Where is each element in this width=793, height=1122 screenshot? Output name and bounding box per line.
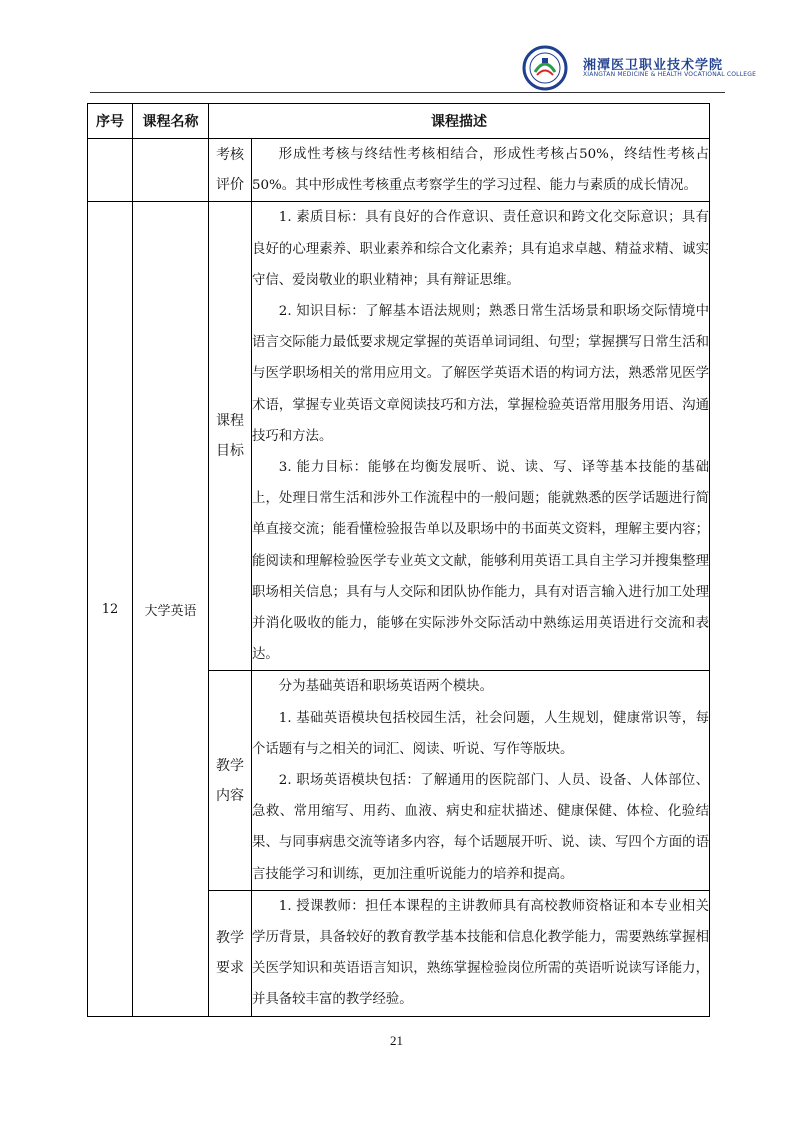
requirements-desc (252, 890, 710, 1016)
paragraph: 2. 知识目标：了解基本语法规则；熟悉日常生活场景和职场交际情境中语言交际能力最低要求规定掌握的英语单词词组、句型；掌握撰写日常生活和与医学职场相关的常用应用文。了解医学英语术语的构词方法，熟悉常见医学术语，掌握专业英语文章阅读技巧和方法，掌握检验英语常用服务用语、沟通技巧和方法。 (252, 304, 709, 444)
paragraph: 2. 职场英语模块包括：了解通用的医院部门、人员、设备、人体部位、急救、常用缩写、用药、血液、病史和症状描述、健康保健、体检、化验结果、与同事病患交流等诸多内容，每个话题展开听、说、读、写四个方面的语言技能学习和训练，更加注重听说能力的培养和提高。 (252, 773, 709, 882)
paragraph: 1. 基础英语模块包括校园生活，社会问题，人生规划，健康常识等，每个话题有与之相关的词汇、阅读、听说、写作等版块。 (252, 710, 709, 757)
assessment-label (209, 139, 252, 202)
goals-desc (252, 202, 710, 671)
page-number: 21 (390, 1033, 403, 1048)
label-line: 教学 (216, 930, 244, 947)
goals-label (209, 202, 252, 671)
header-seq: 序号 (88, 104, 133, 139)
requirements-label (209, 890, 252, 1016)
college-logo (521, 44, 757, 92)
label-line: 课程 (216, 413, 244, 430)
page-header (0, 0, 793, 100)
label-line: 要求 (216, 960, 244, 977)
label-line: 考核 (216, 147, 244, 164)
label-line: 目标 (216, 443, 244, 460)
header-course-name: 课程名称 (133, 104, 209, 139)
label-line: 内容 (216, 787, 244, 804)
header-course-desc: 课程描述 (209, 104, 710, 139)
empty-name-cell (133, 139, 209, 202)
assessment-desc (252, 139, 710, 202)
table-header-row (88, 104, 710, 139)
assessment-row (88, 139, 710, 202)
section-row-goals (88, 202, 710, 671)
paragraph: 分为基础英语和职场英语两个模块。 (278, 679, 494, 695)
header-divider (90, 92, 725, 93)
content-desc (252, 671, 710, 890)
paragraph: 形成性考核与终结性考核相结合，形成性考核占50%，终结性考核占50%。其中形成性考核重点考察学生的学习过程、能力与素质的成长情况。 (252, 147, 709, 194)
paragraph: 1. 授课教师：担任本课程的主讲教师具有高校教师资格证和本专业相关学历背景，具备较好的教育教学基本技能和信息化教学能力，需要熟练掌握相关医学知识和英语语言知识，熟练掌握检验岗位所需的英语听说读写译能力，并具备较丰富的教学经验。 (252, 898, 709, 1008)
label-line: 评价 (216, 177, 244, 194)
label-line: 教学 (216, 757, 244, 774)
content-label (209, 671, 252, 890)
course-name: 大学英语 (133, 202, 209, 1016)
course-table (87, 103, 710, 1017)
empty-seq-cell (88, 139, 133, 202)
course-seq: 12 (88, 202, 133, 1016)
paragraph: 3. 能力目标：能够在均衡发展听、说、读、写、译等基本技能的基础上，处理日常生活和涉外工作流程中的一般问题；能就熟悉的医学话题进行简单直接交流；能看懂检验报告单以及职场中的书面英文资料，理解主要内容；能阅读和理解检验医学专业英文文献，能够利用英语工具自主学习并搜集整理职场相关信息；具有与人交际和团队协作能力，具有对语言输入进行加工处理并消化吸收的能力，能够在实际涉外交际活动中熟练运用英语进行交流和表达。 (252, 460, 709, 663)
college-emblem-icon (521, 44, 579, 92)
college-english-name: XIANGTAN MEDICINE & HEALTH VOCATIONAL COLLEGE (583, 71, 757, 78)
paragraph: 1. 素质目标：具有良好的合作意识、责任意识和跨文化交际意识；具有良好的心理素养、职业素养和综合文化素养；具有追求卓越、精益求精、诚实守信、爱岗敬业的职业精神；具有辩证思维。 (252, 210, 709, 288)
college-name: 湘潭医卫职业技术学院 (583, 58, 724, 73)
